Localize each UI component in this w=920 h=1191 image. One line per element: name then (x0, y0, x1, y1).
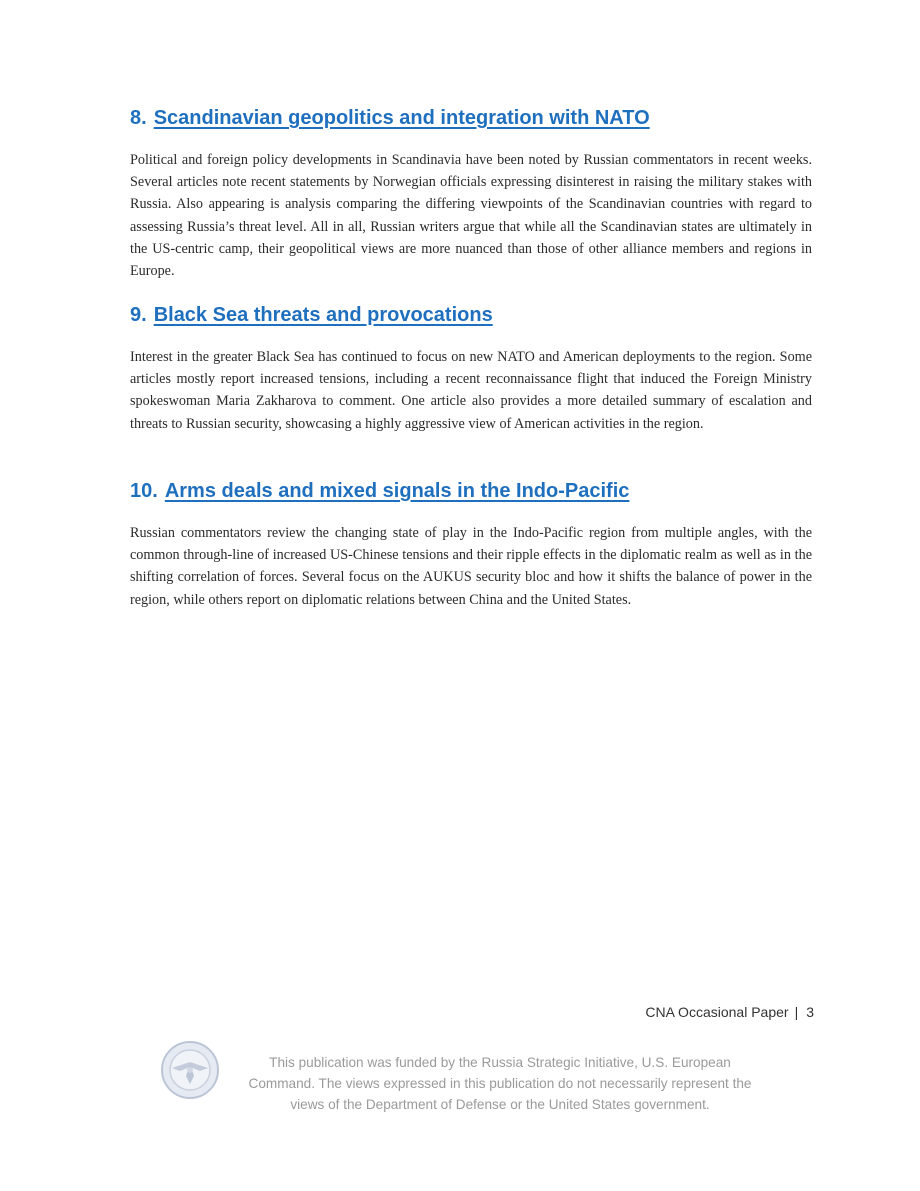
section-title-link[interactable]: Arms deals and mixed signals in the Indo-Pacific (164, 480, 630, 502)
section-body: Political and foreign policy developments in Scandinavia have been noted by Russian commentators in recent weeks. Several articles note recent statements by Norwegian officials expressing disinterest in raising the military stakes with Russia. Also appearing is analysis comparing the differing viewpoints of the Scandinavian countries with regard to assessing Russia’s threat level. All in all, Russian writers argue that while all the Scandinavian states are ultimately in the US-centric camp, their geopolitical views are more nuanced than those of other alliance members and regions in Europe. (130, 152, 812, 280)
section-heading (130, 301, 812, 329)
section-number: 10. (130, 480, 158, 502)
section-number: 8. (130, 107, 147, 129)
section-number: 9. (130, 304, 147, 326)
disclaimer-line: views of the Department of Defense or the United States government. (290, 1097, 710, 1112)
section-heading (130, 104, 812, 132)
section-body: Interest in the greater Black Sea has continued to focus on new NATO and American deployments to the region. Some articles mostly report increased tensions, including a recent reconnaissance flight that induced the Foreign Ministry spokeswoman Maria Zakharova to comment. One article also provides a more detailed summary of escalation and threats to Russian security, showcasing a highly aggressive view of American activities in the region. (130, 349, 812, 432)
publication-name: CNA Occasional Paper (645, 1004, 789, 1020)
section-heading (130, 477, 812, 505)
section-10 (130, 477, 812, 611)
funding-disclaimer (160, 1040, 800, 1120)
section-title-link[interactable]: Scandinavian geopolitics and integration with NATO (153, 107, 650, 129)
disclaimer-text (200, 1052, 800, 1115)
section-9 (130, 301, 812, 435)
section-body: Russian commentators review the changing state of play in the Indo-Pacific region from multiple angles, with the common through-line of increased US-Chinese tensions and their ripple effects in the diplomatic realm as well as in the shifting correlation of forces. Several focus on the AUKUS security bloc and how it shifts the balance of power in the region, while others report on diplomatic relations between China and the United States. (130, 525, 812, 608)
page-number: 3 (806, 1004, 814, 1020)
section-title-link[interactable]: Black Sea threats and provocations (153, 304, 493, 326)
disclaimer-line: Command. The views expressed in this publication do not necessarily represent the (248, 1076, 752, 1091)
disclaimer-line: This publication was funded by the Russia Strategic Initiative, U.S. European (269, 1055, 731, 1070)
footer-separator: | (794, 1004, 799, 1020)
page-footer (645, 1004, 814, 1020)
section-8 (130, 104, 812, 282)
